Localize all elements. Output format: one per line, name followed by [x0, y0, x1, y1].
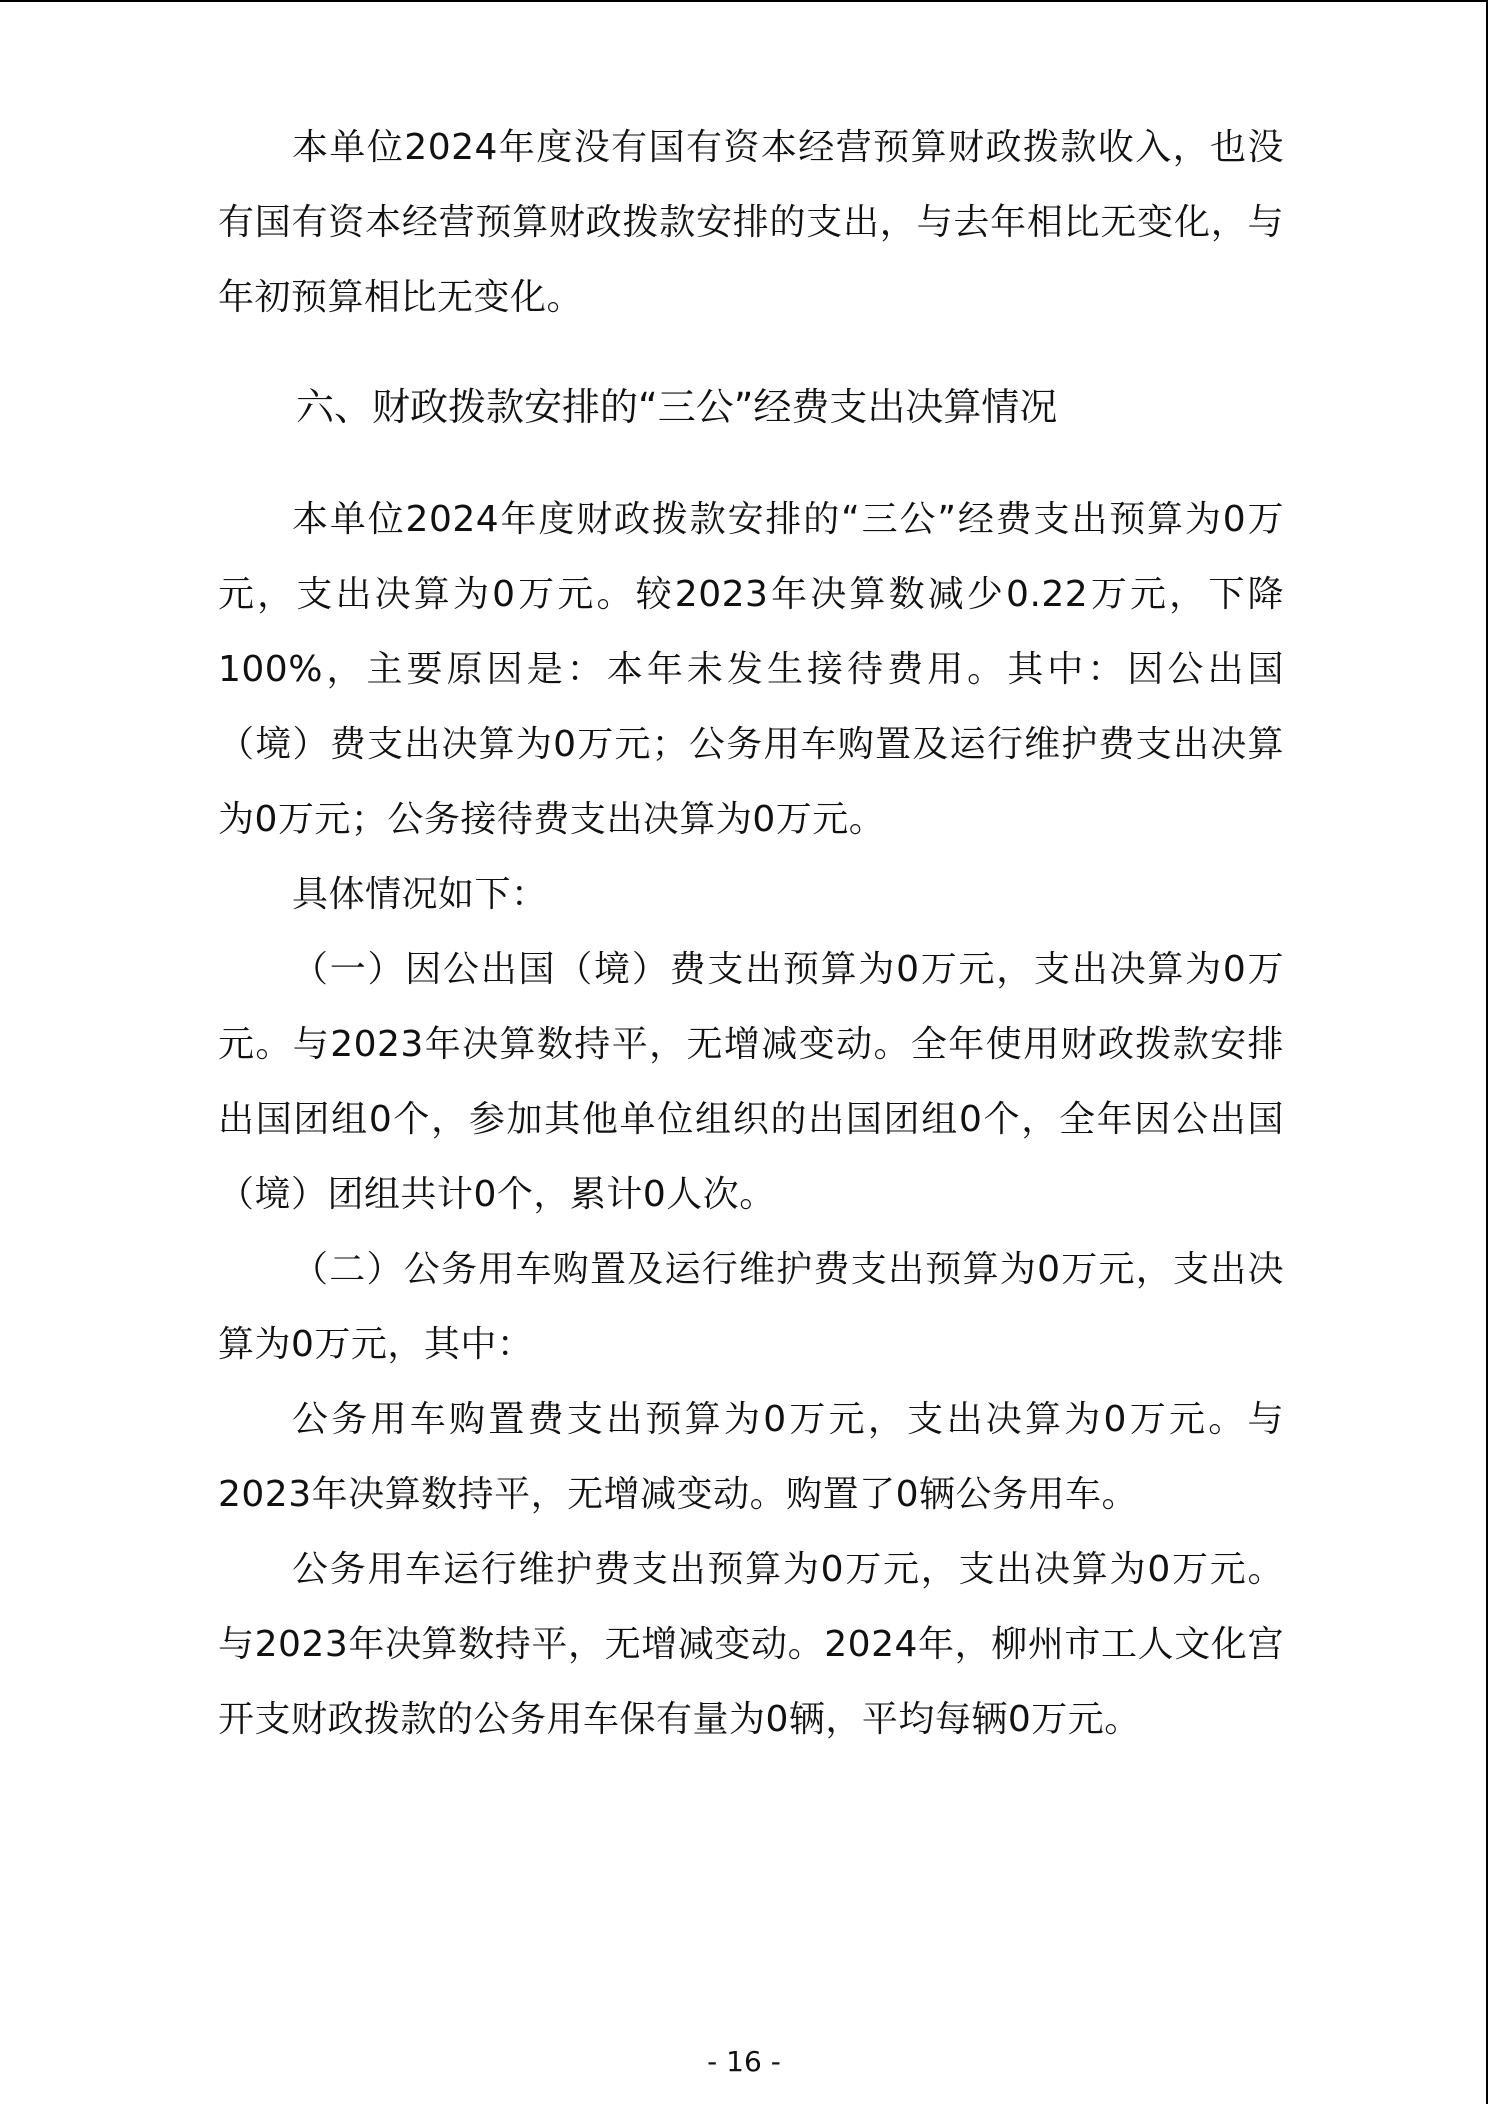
paragraph-details-intro: 具体情况如下：	[292, 874, 548, 915]
section-heading-three-public-expenses: 六、财政拨款安排的“三公”经费支出决算情况	[296, 385, 1058, 429]
paragraph-three-public-summary: 本单位2024年度财政拨款安排的“三公”经费支出预算为0万元，支出决算为0万元。较2023年决算数减少0.22万元，下降100%，主要原因是：本年未发生接待费用。其中：因公出国（境）费支出决算为0万元；公务用车购置及运行维护费支出决算为0万元；公务接待费支出决算为0万元。	[218, 499, 1284, 840]
page-number: - 16 -	[707, 2045, 781, 2078]
paragraph-official-vehicles: （二）公务用车购置及运行维护费支出预算为0万元，支出决算为0万元，其中：	[218, 1249, 1284, 1365]
paragraph-overseas-travel: （一）因公出国（境）费支出预算为0万元，支出决算为0万元。与2023年决算数持平，无增减变动。全年使用财政拨款安排出国团组0个，参加其他单位组织的出国团组0个，全年因公出国（境）团组共计0个，累计0人次。	[218, 949, 1284, 1215]
paragraph-vehicle-purchase: 公务用车购置费支出预算为0万元，支出决算为0万元。与2023年决算数持平，无增减变动。购置了0辆公务用车。	[218, 1399, 1284, 1515]
paragraph-vehicle-maintenance: 公务用车运行维护费支出预算为0万元，支出决算为0万元。与2023年决算数持平，无增减变动。2024年，柳州市工人文化宫开支财政拨款的公务用车保有量为0辆，平均每辆0万元。	[218, 1549, 1284, 1740]
document-body	[218, 110, 1284, 1757]
paragraph-state-capital-budget: 本单位2024年度没有国有资本经营预算财政拨款收入，也没有国有资本经营预算财政拨款安排的支出，与去年相比无变化，与年初预算相比无变化。	[218, 127, 1284, 318]
